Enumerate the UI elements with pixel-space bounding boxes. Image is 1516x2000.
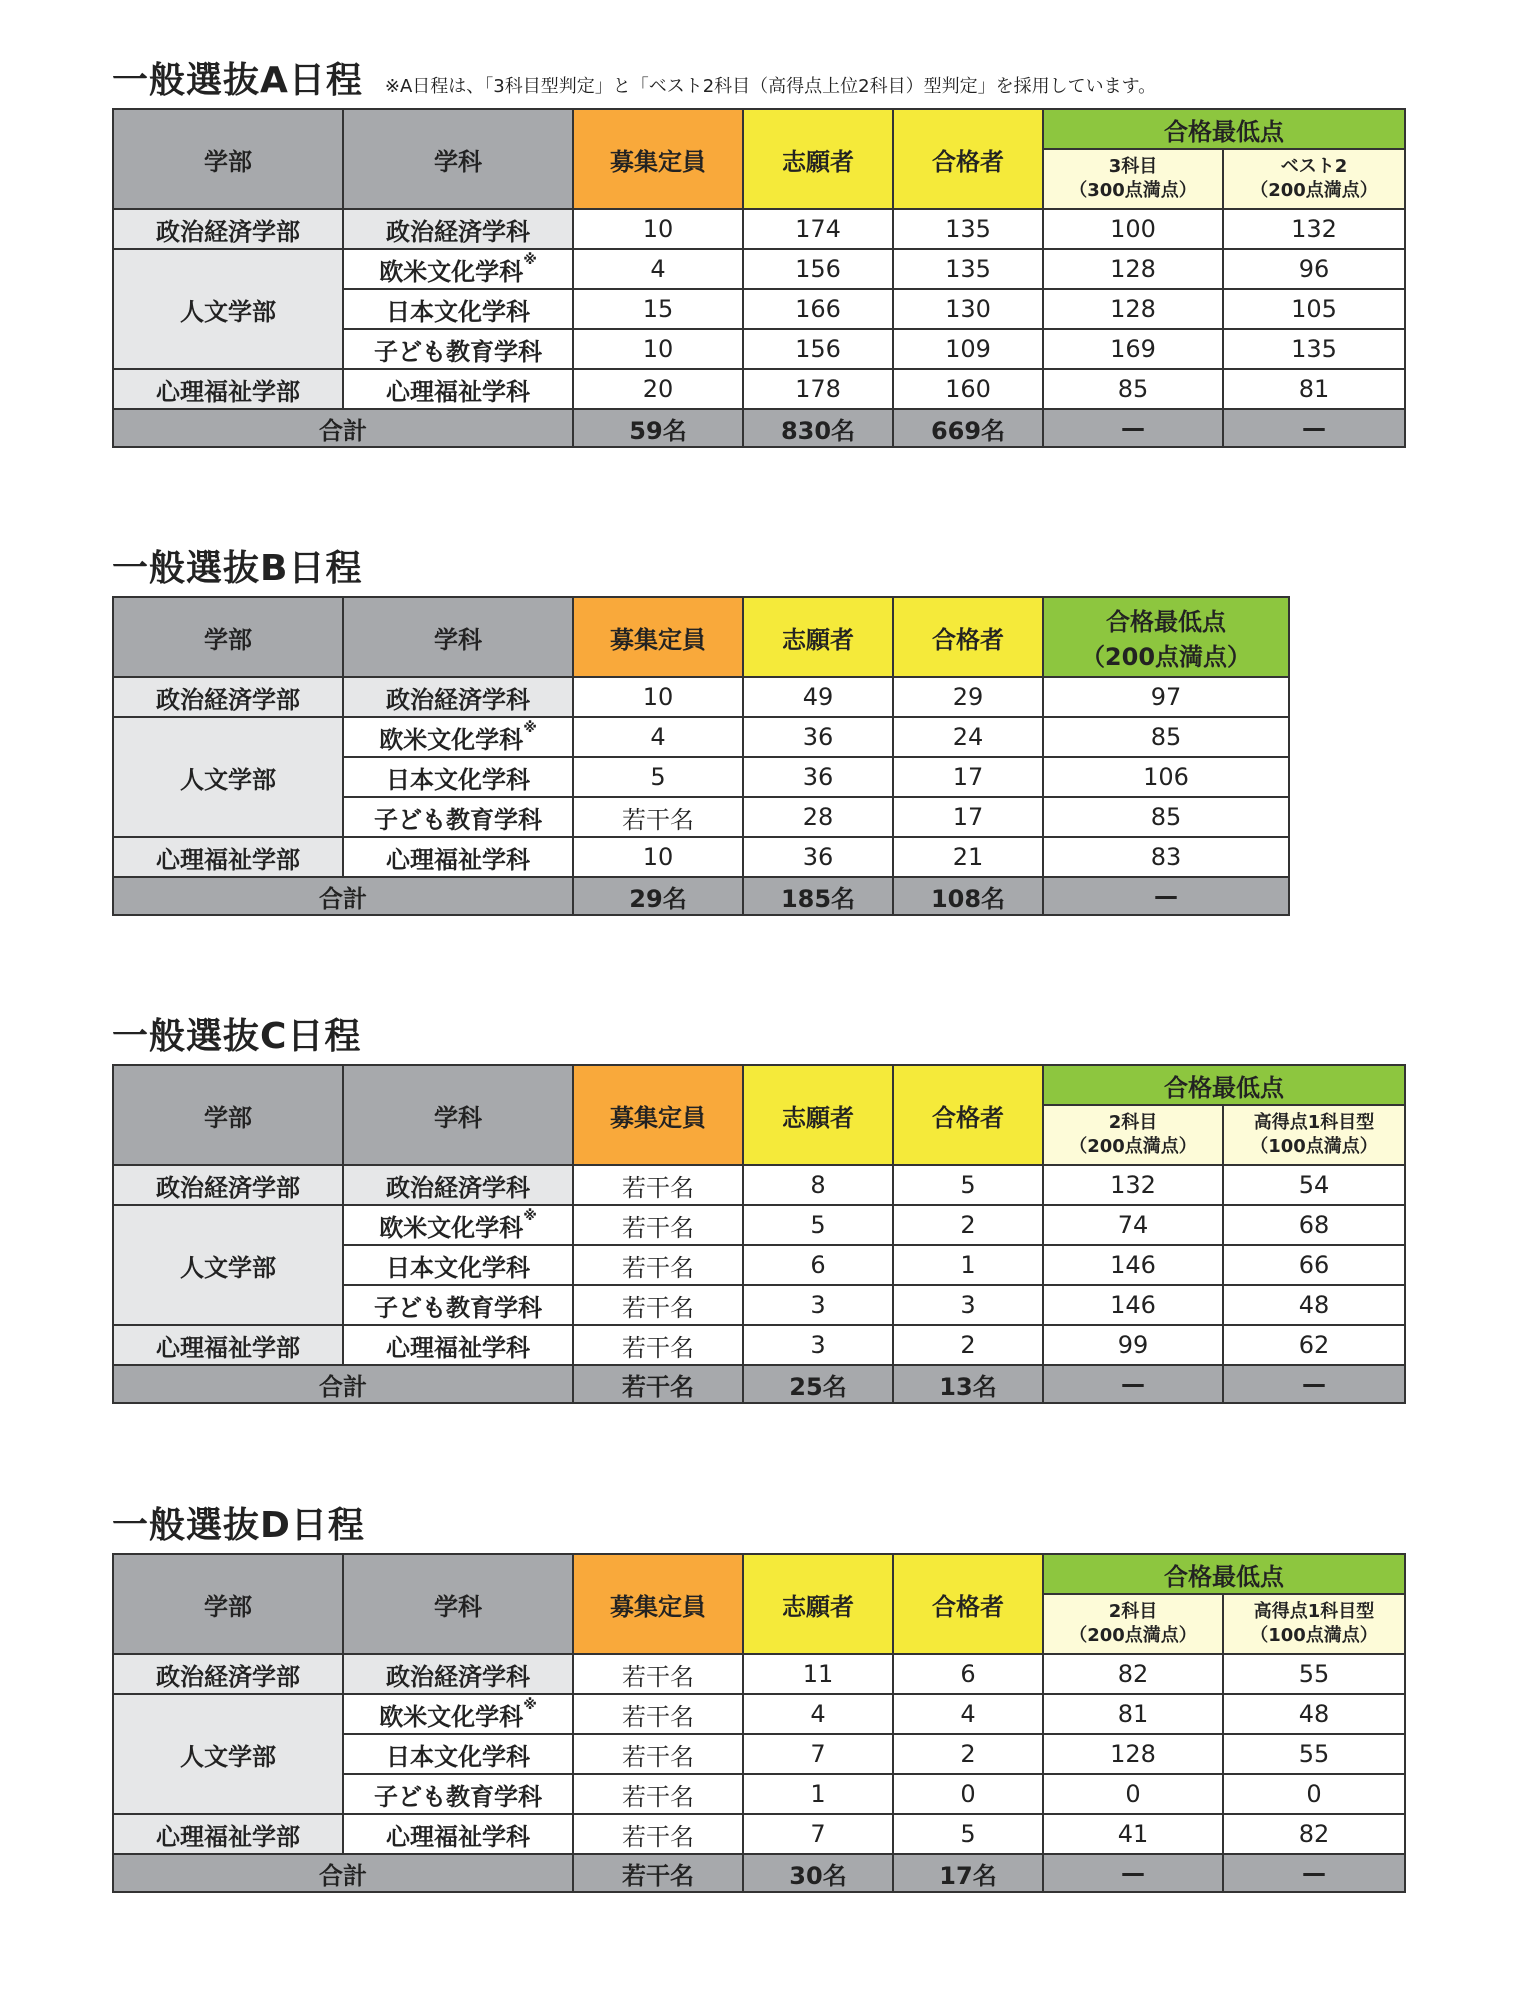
header-capacity: 募集定員 bbox=[573, 1065, 743, 1165]
header-min-score-col2: ベスト2 （200点満点） bbox=[1223, 149, 1405, 209]
capacity-cell: 20 bbox=[573, 369, 743, 409]
section-c bbox=[112, 1008, 1406, 1404]
department-cell: 欧米文化学科※ bbox=[343, 717, 573, 757]
total-row bbox=[113, 877, 1289, 915]
passers-cell: 24 bbox=[893, 717, 1043, 757]
header-min-score-col1: 2科目 （200点満点） bbox=[1043, 1105, 1223, 1165]
table-row bbox=[113, 1165, 1405, 1205]
total-passers: 17名 bbox=[893, 1854, 1043, 1892]
capacity-cell: 若干名 bbox=[573, 1325, 743, 1365]
section-b bbox=[112, 540, 1290, 916]
header-faculty: 学部 bbox=[113, 597, 343, 677]
department-cell: 政治経済学科 bbox=[343, 677, 573, 717]
total-applicants: 30名 bbox=[743, 1854, 893, 1892]
applicants-cell: 156 bbox=[743, 329, 893, 369]
min-score-cell: 74 bbox=[1043, 1205, 1223, 1245]
capacity-cell: 若干名 bbox=[573, 1654, 743, 1694]
header-applicants: 志願者 bbox=[743, 1065, 893, 1165]
applicants-cell: 11 bbox=[743, 1654, 893, 1694]
table-row bbox=[113, 369, 1405, 409]
department-cell: 子ども教育学科 bbox=[343, 1285, 573, 1325]
note-mark: ※ bbox=[523, 251, 537, 268]
faculty-cell: 人文学部 bbox=[113, 1205, 343, 1325]
section-note: ※A日程は、「3科目型判定」と「ベスト2科目（高得点上位2科目）型判定」を採用しています。 bbox=[384, 76, 1157, 97]
total-row bbox=[113, 1365, 1405, 1403]
min-score-cell: 100 bbox=[1043, 209, 1223, 249]
min-score-cell: 55 bbox=[1223, 1654, 1405, 1694]
passers-cell: 5 bbox=[893, 1814, 1043, 1854]
capacity-cell: 若干名 bbox=[573, 1285, 743, 1325]
applicants-cell: 36 bbox=[743, 757, 893, 797]
department-cell: 心理福祉学科 bbox=[343, 1325, 573, 1365]
total-passers: 108名 bbox=[893, 877, 1043, 915]
total-capacity: 若干名 bbox=[573, 1854, 743, 1892]
min-score-cell: 132 bbox=[1223, 209, 1405, 249]
faculty-cell: 心理福祉学部 bbox=[113, 1814, 343, 1854]
department-cell: 心理福祉学科 bbox=[343, 369, 573, 409]
total-min-score: — bbox=[1043, 1365, 1223, 1403]
min-score-cell: 68 bbox=[1223, 1205, 1405, 1245]
section-title: 一般選抜C日程 bbox=[112, 1016, 362, 1057]
capacity-cell: 10 bbox=[573, 209, 743, 249]
passers-cell: 135 bbox=[893, 249, 1043, 289]
applicants-cell: 174 bbox=[743, 209, 893, 249]
faculty-cell: 政治経済学部 bbox=[113, 209, 343, 249]
capacity-cell: 若干名 bbox=[573, 1694, 743, 1734]
header-passers: 合格者 bbox=[893, 1065, 1043, 1165]
section-a bbox=[112, 52, 1406, 448]
department-cell: 日本文化学科 bbox=[343, 1245, 573, 1285]
header-min-score-col1: 2科目 （200点満点） bbox=[1043, 1594, 1223, 1654]
min-score-cell: 81 bbox=[1043, 1694, 1223, 1734]
capacity-cell: 若干名 bbox=[573, 1245, 743, 1285]
capacity-cell: 若干名 bbox=[573, 1774, 743, 1814]
passers-cell: 135 bbox=[893, 209, 1043, 249]
total-min-score: — bbox=[1043, 409, 1223, 447]
department-cell: 政治経済学科 bbox=[343, 1654, 573, 1694]
applicants-cell: 36 bbox=[743, 837, 893, 877]
header-department: 学科 bbox=[343, 1554, 573, 1654]
faculty-cell: 心理福祉学部 bbox=[113, 1325, 343, 1365]
total-passers: 669名 bbox=[893, 409, 1043, 447]
department-cell: 子ども教育学科 bbox=[343, 797, 573, 837]
department-cell: 子ども教育学科 bbox=[343, 329, 573, 369]
table-row bbox=[113, 1694, 1405, 1734]
min-score-cell: 128 bbox=[1043, 1734, 1223, 1774]
department-cell: 日本文化学科 bbox=[343, 289, 573, 329]
applicants-cell: 178 bbox=[743, 369, 893, 409]
min-score-cell: 99 bbox=[1043, 1325, 1223, 1365]
header-applicants: 志願者 bbox=[743, 109, 893, 209]
department-cell: 心理福祉学科 bbox=[343, 837, 573, 877]
applicants-cell: 28 bbox=[743, 797, 893, 837]
min-score-cell: 54 bbox=[1223, 1165, 1405, 1205]
total-min-score: — bbox=[1043, 877, 1289, 915]
applicants-cell: 1 bbox=[743, 1774, 893, 1814]
header-capacity: 募集定員 bbox=[573, 597, 743, 677]
note-mark: ※ bbox=[523, 719, 537, 736]
header-applicants: 志願者 bbox=[743, 1554, 893, 1654]
total-min-score: — bbox=[1223, 1854, 1405, 1892]
passers-cell: 29 bbox=[893, 677, 1043, 717]
capacity-cell: 若干名 bbox=[573, 797, 743, 837]
passers-cell: 4 bbox=[893, 1694, 1043, 1734]
passers-cell: 1 bbox=[893, 1245, 1043, 1285]
header-applicants: 志願者 bbox=[743, 597, 893, 677]
min-score-cell: 66 bbox=[1223, 1245, 1405, 1285]
total-applicants: 185名 bbox=[743, 877, 893, 915]
applicants-cell: 156 bbox=[743, 249, 893, 289]
capacity-cell: 4 bbox=[573, 249, 743, 289]
total-min-score: — bbox=[1223, 409, 1405, 447]
faculty-cell: 心理福祉学部 bbox=[113, 369, 343, 409]
applicants-cell: 49 bbox=[743, 677, 893, 717]
passers-cell: 2 bbox=[893, 1205, 1043, 1245]
faculty-cell: 政治経済学部 bbox=[113, 677, 343, 717]
header-department: 学科 bbox=[343, 109, 573, 209]
applicants-cell: 8 bbox=[743, 1165, 893, 1205]
header-faculty: 学部 bbox=[113, 1554, 343, 1654]
header-passers: 合格者 bbox=[893, 109, 1043, 209]
applicants-cell: 3 bbox=[743, 1325, 893, 1365]
capacity-cell: 10 bbox=[573, 837, 743, 877]
min-score-cell: 146 bbox=[1043, 1285, 1223, 1325]
department-cell: 欧米文化学科※ bbox=[343, 1694, 573, 1734]
faculty-cell: 人文学部 bbox=[113, 249, 343, 369]
table-row bbox=[113, 1654, 1405, 1694]
min-score-cell: 41 bbox=[1043, 1814, 1223, 1854]
min-score-cell: 106 bbox=[1043, 757, 1289, 797]
department-cell: 欧米文化学科※ bbox=[343, 1205, 573, 1245]
applicants-cell: 4 bbox=[743, 1694, 893, 1734]
passers-cell: 21 bbox=[893, 837, 1043, 877]
min-score-cell: 135 bbox=[1223, 329, 1405, 369]
min-score-cell: 96 bbox=[1223, 249, 1405, 289]
table-row bbox=[113, 1814, 1405, 1854]
passers-cell: 160 bbox=[893, 369, 1043, 409]
header-passers: 合格者 bbox=[893, 597, 1043, 677]
total-row bbox=[113, 409, 1405, 447]
header-min-score-col2: 高得点1科目型 （100点満点） bbox=[1223, 1105, 1405, 1165]
capacity-cell: 4 bbox=[573, 717, 743, 757]
min-score-cell: 81 bbox=[1223, 369, 1405, 409]
table-row bbox=[113, 249, 1405, 289]
table-row bbox=[113, 1205, 1405, 1245]
min-score-cell: 85 bbox=[1043, 369, 1223, 409]
min-score-cell: 132 bbox=[1043, 1165, 1223, 1205]
total-capacity: 若干名 bbox=[573, 1365, 743, 1403]
total-min-score: — bbox=[1223, 1365, 1405, 1403]
department-cell: 政治経済学科 bbox=[343, 1165, 573, 1205]
min-score-cell: 48 bbox=[1223, 1285, 1405, 1325]
min-score-cell: 97 bbox=[1043, 677, 1289, 717]
table-row bbox=[113, 837, 1289, 877]
total-capacity: 59名 bbox=[573, 409, 743, 447]
passers-cell: 2 bbox=[893, 1734, 1043, 1774]
header-min-score-col2: 高得点1科目型 （100点満点） bbox=[1223, 1594, 1405, 1654]
department-cell: 政治経済学科 bbox=[343, 209, 573, 249]
header-min-score: 合格最低点 bbox=[1043, 1554, 1405, 1594]
applicants-cell: 5 bbox=[743, 1205, 893, 1245]
results-table bbox=[112, 108, 1406, 448]
total-capacity: 29名 bbox=[573, 877, 743, 915]
header-min-score: 合格最低点 bbox=[1043, 109, 1405, 149]
capacity-cell: 5 bbox=[573, 757, 743, 797]
table-row bbox=[113, 1325, 1405, 1365]
min-score-cell: 55 bbox=[1223, 1734, 1405, 1774]
passers-cell: 6 bbox=[893, 1654, 1043, 1694]
total-passers: 13名 bbox=[893, 1365, 1043, 1403]
results-table bbox=[112, 1064, 1406, 1404]
header-capacity: 募集定員 bbox=[573, 1554, 743, 1654]
min-score-cell: 128 bbox=[1043, 249, 1223, 289]
faculty-cell: 政治経済学部 bbox=[113, 1165, 343, 1205]
header-department: 学科 bbox=[343, 597, 573, 677]
applicants-cell: 36 bbox=[743, 717, 893, 757]
header-min-score: 合格最低点 （200点満点） bbox=[1043, 597, 1289, 677]
min-score-cell: 82 bbox=[1043, 1654, 1223, 1694]
applicants-cell: 166 bbox=[743, 289, 893, 329]
min-score-cell: 62 bbox=[1223, 1325, 1405, 1365]
capacity-cell: 10 bbox=[573, 677, 743, 717]
min-score-cell: 83 bbox=[1043, 837, 1289, 877]
applicants-cell: 7 bbox=[743, 1814, 893, 1854]
table-row bbox=[113, 209, 1405, 249]
header-min-score-col1: 3科目 （300点満点） bbox=[1043, 149, 1223, 209]
min-score-cell: 85 bbox=[1043, 717, 1289, 757]
header-faculty: 学部 bbox=[113, 109, 343, 209]
capacity-cell: 若干名 bbox=[573, 1165, 743, 1205]
header-passers: 合格者 bbox=[893, 1554, 1043, 1654]
min-score-cell: 169 bbox=[1043, 329, 1223, 369]
department-cell: 心理福祉学科 bbox=[343, 1814, 573, 1854]
header-faculty: 学部 bbox=[113, 1065, 343, 1165]
passers-cell: 3 bbox=[893, 1285, 1043, 1325]
min-score-cell: 128 bbox=[1043, 289, 1223, 329]
department-cell: 日本文化学科 bbox=[343, 1734, 573, 1774]
section-d bbox=[112, 1497, 1406, 1893]
passers-cell: 109 bbox=[893, 329, 1043, 369]
results-table bbox=[112, 1553, 1406, 1893]
total-label: 合計 bbox=[113, 877, 573, 915]
note-mark: ※ bbox=[523, 1207, 537, 1224]
header-capacity: 募集定員 bbox=[573, 109, 743, 209]
faculty-cell: 心理福祉学部 bbox=[113, 837, 343, 877]
min-score-cell: 82 bbox=[1223, 1814, 1405, 1854]
table-row bbox=[113, 677, 1289, 717]
total-applicants: 830名 bbox=[743, 409, 893, 447]
capacity-cell: 若干名 bbox=[573, 1814, 743, 1854]
passers-cell: 130 bbox=[893, 289, 1043, 329]
passers-cell: 5 bbox=[893, 1165, 1043, 1205]
applicants-cell: 3 bbox=[743, 1285, 893, 1325]
table-row bbox=[113, 717, 1289, 757]
capacity-cell: 若干名 bbox=[573, 1734, 743, 1774]
passers-cell: 17 bbox=[893, 797, 1043, 837]
total-label: 合計 bbox=[113, 409, 573, 447]
faculty-cell: 人文学部 bbox=[113, 717, 343, 837]
faculty-cell: 政治経済学部 bbox=[113, 1654, 343, 1694]
capacity-cell: 若干名 bbox=[573, 1205, 743, 1245]
capacity-cell: 10 bbox=[573, 329, 743, 369]
total-row bbox=[113, 1854, 1405, 1892]
results-table bbox=[112, 596, 1290, 916]
section-title: 一般選抜B日程 bbox=[112, 548, 363, 589]
header-department: 学科 bbox=[343, 1065, 573, 1165]
faculty-cell: 人文学部 bbox=[113, 1694, 343, 1814]
min-score-cell: 146 bbox=[1043, 1245, 1223, 1285]
section-title: 一般選抜A日程 bbox=[112, 60, 363, 101]
total-applicants: 25名 bbox=[743, 1365, 893, 1403]
passers-cell: 2 bbox=[893, 1325, 1043, 1365]
department-cell: 子ども教育学科 bbox=[343, 1774, 573, 1814]
min-score-cell: 0 bbox=[1043, 1774, 1223, 1814]
applicants-cell: 7 bbox=[743, 1734, 893, 1774]
section-title: 一般選抜D日程 bbox=[112, 1505, 365, 1546]
passers-cell: 0 bbox=[893, 1774, 1043, 1814]
total-min-score: — bbox=[1043, 1854, 1223, 1892]
min-score-cell: 85 bbox=[1043, 797, 1289, 837]
department-cell: 欧米文化学科※ bbox=[343, 249, 573, 289]
note-mark: ※ bbox=[523, 1696, 537, 1713]
applicants-cell: 6 bbox=[743, 1245, 893, 1285]
min-score-cell: 105 bbox=[1223, 289, 1405, 329]
header-min-score: 合格最低点 bbox=[1043, 1065, 1405, 1105]
total-label: 合計 bbox=[113, 1854, 573, 1892]
capacity-cell: 15 bbox=[573, 289, 743, 329]
min-score-cell: 0 bbox=[1223, 1774, 1405, 1814]
total-label: 合計 bbox=[113, 1365, 573, 1403]
min-score-cell: 48 bbox=[1223, 1694, 1405, 1734]
passers-cell: 17 bbox=[893, 757, 1043, 797]
department-cell: 日本文化学科 bbox=[343, 757, 573, 797]
